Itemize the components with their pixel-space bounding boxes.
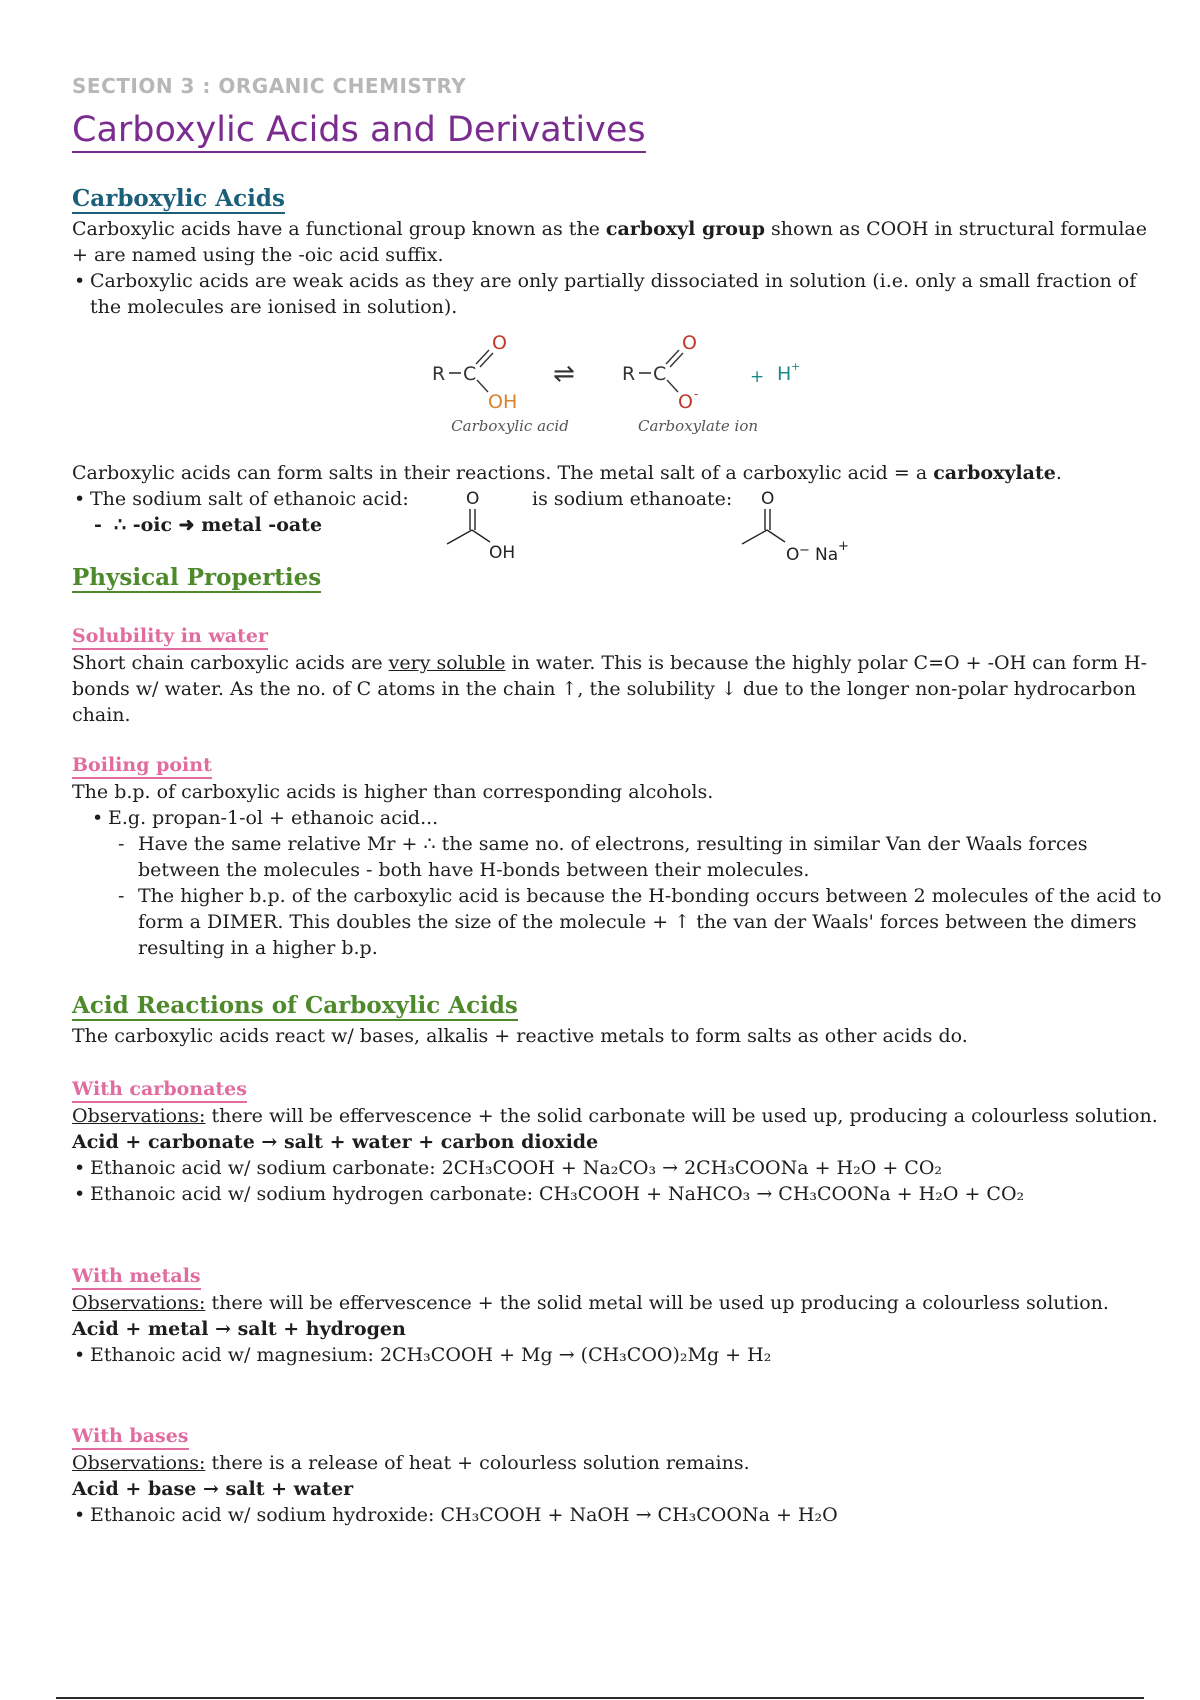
ethanoic-acid-structure [442, 488, 552, 568]
carbonates-obs-text: there will be effervescence + the solid carbonate will be used up, producing a colourless solution. [205, 1104, 1158, 1127]
ethanoic-methyl-bond [447, 530, 472, 544]
bottom-rule [56, 1697, 1144, 1699]
salts-bold: carboxylate [933, 462, 1056, 484]
metals-equation: Acid + metal → salt + hydrogen [72, 1317, 406, 1340]
plus-sign: + [750, 367, 765, 387]
caption-acid: Carboxylic acid [451, 417, 569, 434]
proton: H [777, 363, 792, 385]
metals-examples [72, 1342, 1162, 1368]
weak-acid-bullet: • Carboxylic acids are weak acids as they are only partially dissociated in solution (i.e. only a small fraction of the molecules are ionised in solution). [72, 268, 1162, 320]
oic-rule: - ∴ -oic ➜ metal -oate [90, 512, 1162, 538]
carboxylic-acids-intro [72, 216, 1162, 268]
salts-pre: Carboxylic acids can form salts in their reactions. The metal salt of a carboxylic acid = a [72, 462, 934, 484]
ethanoic-oh-bond [472, 530, 490, 542]
ethanoate-na-plus: + [838, 539, 849, 554]
sodium-salt-label: The sodium salt of ethanoic acid: [90, 488, 409, 510]
acid-oh-bond [477, 380, 488, 392]
metals-block [72, 1265, 1162, 1368]
bases-examples [72, 1502, 1162, 1528]
metals-example-1: • Ethanoic acid w/ magnesium: 2CH₃COOH + Mg → (CH₃COO)₂Mg + H₂ [72, 1342, 1162, 1368]
boiling-point-dashes [114, 831, 1162, 961]
carbonates-equation: Acid + carbonate → salt + water + carbon dioxide [72, 1130, 599, 1153]
boiling-point-heading: Boiling point [72, 754, 212, 779]
bases-obs-text: there is a release of heat + colourless solution remains. [205, 1451, 750, 1474]
bases-heading: With bases [72, 1425, 189, 1450]
boiling-point-block [72, 754, 1162, 961]
intro-pre: Carboxylic acids have a functional group known as the [72, 218, 606, 241]
boiling-dash-1: - Have the same relative Mr + ∴ the same no. of electrons, resulting in similar Van der Waals forces between the molecules - both have H-bonds between their molecules. [114, 831, 1162, 883]
acid-double-bond-2 [480, 353, 493, 367]
dissociation-diagram [432, 322, 852, 434]
boiling-point-bullets [90, 805, 1162, 831]
intro-post: shown as COOH in structural formulae + are named using the -oic acid suffix. [72, 218, 1147, 267]
physical-properties-section [72, 565, 1162, 593]
ethanoic-oh: OH [489, 543, 516, 563]
carbonates-examples [72, 1155, 1162, 1207]
acid-reactions-section [72, 993, 1162, 1049]
ion-r: R [622, 363, 636, 385]
physical-properties-heading: Physical Properties [72, 565, 321, 593]
ion-o-minus: O [678, 391, 693, 413]
acid-double-bond-1 [476, 350, 489, 364]
ion-c: C [653, 363, 667, 385]
solubility-block [72, 625, 1162, 728]
salts-bullets [72, 486, 1162, 538]
acid-c: C [463, 363, 477, 385]
bases-example-1: • Ethanoic acid w/ sodium hydroxide: CH₃COOH + NaOH → CH₃COONa + H₂O [72, 1502, 1162, 1528]
page [72, 60, 1162, 1526]
intro-bold: carboxyl group [605, 218, 766, 241]
solubility-pre: Short chain carboxylic acids are [72, 651, 389, 674]
carbonates-example-2: • Ethanoic acid w/ sodium hydrogen carbonate: CH₃COOH + NaHCO₃ → CH₃COONa + H₂O + CO₂ [72, 1181, 1162, 1207]
solubility-heading: Solubility in water [72, 625, 268, 650]
carbonates-example-1: • Ethanoic acid w/ sodium carbonate: 2CH₃COOH + Na₂CO₃ → 2CH₃COONa + H₂O + CO₂ [72, 1155, 1162, 1181]
ethanoate-o-bond [767, 530, 785, 542]
page-title: Carboxylic Acids and Derivatives [72, 110, 646, 153]
carbonates-obs-label: Observations: [72, 1104, 206, 1127]
bases-block [72, 1425, 1162, 1528]
solubility-post: in water. This is because the highly polar C=O + -OH can form H-bonds w/ water. As the no. of C atoms in the chain ↑, the solubility ↓ due to the longer non-polar hydrocarbon chain. [72, 651, 1148, 726]
carbonates-block [72, 1078, 1162, 1207]
salts-text [72, 460, 1162, 486]
acid-reactions-heading: Acid Reactions of Carboxylic Acids [72, 993, 518, 1021]
ethanoate-methyl-bond [742, 530, 767, 544]
carbonates-heading: With carbonates [72, 1078, 247, 1103]
boiling-dash-2: - The higher b.p. of the carboxylic acid is because the H-bonding occurs between 2 molecules of the acid to form a DIMER. This doubles the size of the molecule + ↑ the van der Waals' forces between the dimers resulting in a higher b.p. [114, 883, 1162, 961]
sodium-salt-bullet [72, 486, 1162, 512]
ethanoate-o: O [786, 545, 800, 565]
bases-observations [72, 1450, 1162, 1476]
ethanoate-na: Na [815, 545, 839, 565]
bases-obs-label: Observations: [72, 1451, 206, 1474]
solubility-text [72, 650, 1162, 728]
ethanoate-carbonyl-o: O [761, 489, 775, 509]
ion-o: O [682, 332, 697, 354]
ion-double-bond-1 [666, 350, 679, 364]
acid-reactions-intro: The carboxylic acids react w/ bases, alkalis + reactive metals to form salts as other acids do. [72, 1025, 968, 1048]
metals-obs-label: Observations: [72, 1291, 206, 1314]
title-wrap [72, 98, 1152, 153]
section-tag: SECTION 3 : ORGANIC CHEMISTRY [72, 74, 467, 98]
carboxylic-acids-heading: Carboxylic Acids [72, 186, 285, 214]
salts-post: . [1055, 462, 1062, 484]
acid-r: R [432, 363, 446, 385]
acid-oh: OH [488, 391, 518, 413]
caption-ion: Carboxylate ion [637, 417, 759, 434]
ion-o-bond [667, 380, 678, 392]
boiling-example-bullet: • E.g. propan-1-ol + ethanoic acid... [90, 805, 1162, 831]
ethanoate-o-minus: − [799, 543, 810, 558]
ion-double-bond-2 [670, 353, 683, 367]
carboxylic-acids-bullets [72, 268, 1162, 320]
carboxylic-acids-section [72, 186, 1162, 320]
metals-observations [72, 1290, 1162, 1316]
equilibrium-arrow: ⇌ [553, 359, 575, 389]
metals-obs-text: there will be effervescence + the solid metal will be used up producing a colourless solution. [205, 1291, 1109, 1314]
bases-equation: Acid + base → salt + water [72, 1477, 354, 1500]
proton-charge: + [791, 360, 801, 373]
carbonates-observations [72, 1103, 1162, 1129]
ethanoic-carbonyl-o: O [466, 489, 480, 509]
sodium-salt-mid: is sodium ethanoate: [532, 488, 733, 510]
solubility-underlined: very soluble [388, 651, 506, 674]
salts-block [72, 460, 1162, 538]
boiling-point-text: The b.p. of carboxylic acids is higher than corresponding alcohols. [72, 780, 714, 803]
ion-charge: - [694, 387, 699, 401]
sodium-ethanoate-structure [737, 488, 887, 568]
acid-o: O [492, 332, 507, 354]
metals-heading: With metals [72, 1265, 201, 1290]
